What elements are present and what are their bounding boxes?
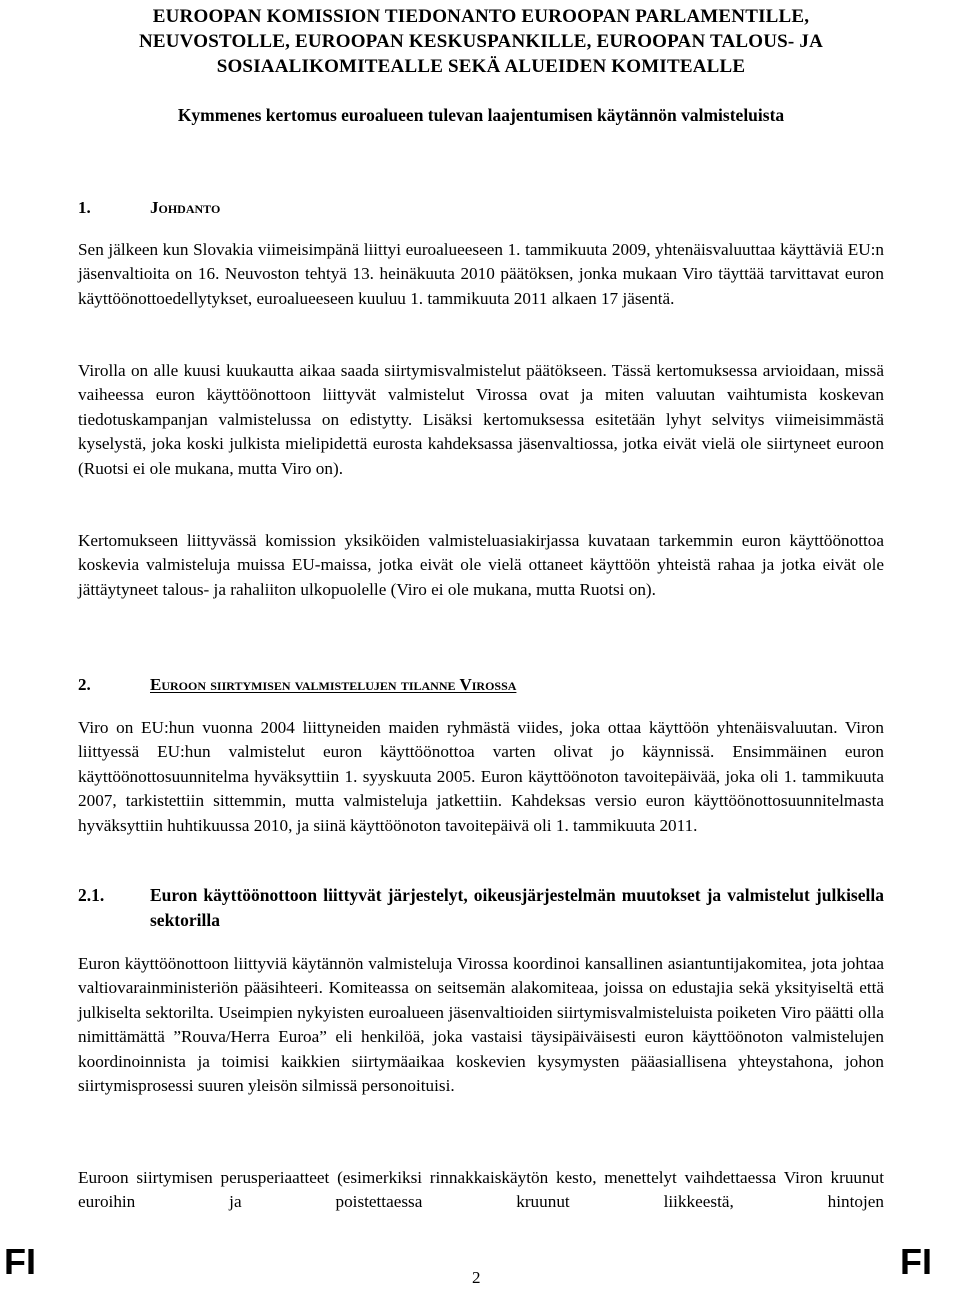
paragraph: Euroon siirtymisen perusperiaatteet (esimerkiksi rinnakkaiskäytön kesto, menettelyt vaihdettaessa Viron kruunut euroihin ja poistettaessa kruunut liikkeestä, hintojen	[78, 1168, 884, 1212]
document-header	[78, 0, 884, 79]
paragraph: Kertomukseen liittyvässä komission yksiköiden valmisteluasiakirjassa kuvataan tarkemmin euron käyttöönottoa koskevia valmisteluja muissa EU-maissa, jotka eivät ole vielä ottaneet käyttöön yhteistä rahaa ja jotka eivät ole jättäytyneet talous- ja rahaliiton ulkopuolelle (Viro ei ole mukana, mutta Ruotsi on).	[78, 531, 884, 599]
language-code-left: FI	[4, 1241, 36, 1282]
document-subtitle: Kymmenes kertomus euroalueen tulevan laajentumisen käytännön valmisteluista	[177, 105, 785, 125]
header-line-3: SOSIAALIKOMITEALLE SEKÄ ALUEIDEN KOMITEALLE	[216, 56, 746, 77]
section-number: 2.	[78, 675, 91, 694]
section-heading-2	[78, 673, 884, 697]
section-number: 2.1.	[78, 885, 105, 905]
section-heading-2-1	[78, 883, 884, 932]
paragraph: Sen jälkeen kun Slovakia viimeisimpänä liittyi euroalueeseen 1. tammikuuta 2009, yhtenäisvaluuttaa käyttäviä EU:n jäsenvaltioita on 16. Neuvoston tehtyä 13. heinäkuuta 2010 päätöksen, jonka mukaan Viro täyttää tarvittavat euron käyttöönottoedellytykset, euroalueeseen kuuluu 1. tammikuuta 2011 alkaen 17 jäsentä.	[78, 240, 884, 308]
paragraph: Viro on EU:hun vuonna 2004 liittyneiden maiden ryhmästä viides, joka ottaa käyttöön yhtenäisvaluutan. Viron liittyessä EU:hun valmistelut euron käyttöönottoa varten olivat jo käynnissä. Ensimmäinen euron käyttöönottosuunnitelma hyväksyttiin 1. syyskuuta 2005. Euron käyttöönoton tavoitepäivää, joka oli 1. tammikuuta 2007, tarkistettiin sittemmin, mutta valmisteluja jatkettiin. Kahdeksas versio euron käyttöönottosuunnitelmasta hyväksyttiin huhtikuussa 2010, ja siinä käyttöönoton tavoitepäivä oli 1. tammikuuta 2011.	[78, 718, 884, 835]
paragraph: Virolla on alle kuusi kuukautta aikaa saada siirtymisvalmistelut päätökseen. Tässä kertomuksessa arvioidaan, missä vaiheessa euron käyttöönottoon liittyvät valmistelut Virossa ovat ja miten valuutan vaihtumista koskevan tiedotuskampanjan valmistelussa on edistytty. Lisäksi kertomuksessa esitetään lyhyt selvitys viimeisimmästä kyselystä, joka koski julkista mielipidettä eurosta kahdeksassa jäsenvaltiossa, jotka eivät vielä ole siirtyneet euroon (Ruotsi ei ole mukana, mutta Viro on).	[78, 361, 884, 478]
document-page	[78, 0, 884, 1212]
paragraph: Euron käyttöönottoon liittyviä käytännön valmisteluja Virossa koordinoi kansallinen asiantuntijakomitea, jota johtaa valtiovarainministeriön pääsihteeri. Komiteassa on seitsemän alakomiteaa, joissa on edustajia sekä yksityiseltä että julkiselta sektorilta. Useimpien nykyisten euroalueen jäsenvaltioiden siirtymisvalmisteluista poiketen Viro päätti olla nimittämättä ”Rouva/Herra Euroa” eli henkilöä, joka vastaisi täysipäiväisesti euron käyttöönoton valmistelujen koordinoinnista ja toimisi kaikkien siirtymäaikaa koskevien kysymysten pääasiallisena yhteystahona, johon siirtymisprosessi suuren yleisön silmissä personoituisi.	[78, 954, 884, 1096]
page-number: 2	[472, 1268, 481, 1287]
section-title: Johdanto	[150, 198, 221, 217]
section-number: 1.	[78, 198, 91, 217]
section-title: Euron käyttöönottoon liittyvät järjestelyt, oikeusjärjestelmän muutokset ja valmistelut julkisella sektorilla	[150, 885, 884, 930]
header-line-2: NEUVOSTOLLE, EUROOPAN KESKUSPANKILLE, EUROOPAN TALOUS- JA	[138, 31, 824, 52]
language-code-right: FI	[900, 1241, 932, 1282]
section-heading-1	[78, 196, 884, 220]
header-line-1: EUROOPAN KOMISSION TIEDONANTO EUROOPAN PARLAMENTILLE,	[152, 6, 810, 27]
section-title: Euroon siirtymisen valmistelujen tilanne Virossa	[150, 675, 517, 694]
